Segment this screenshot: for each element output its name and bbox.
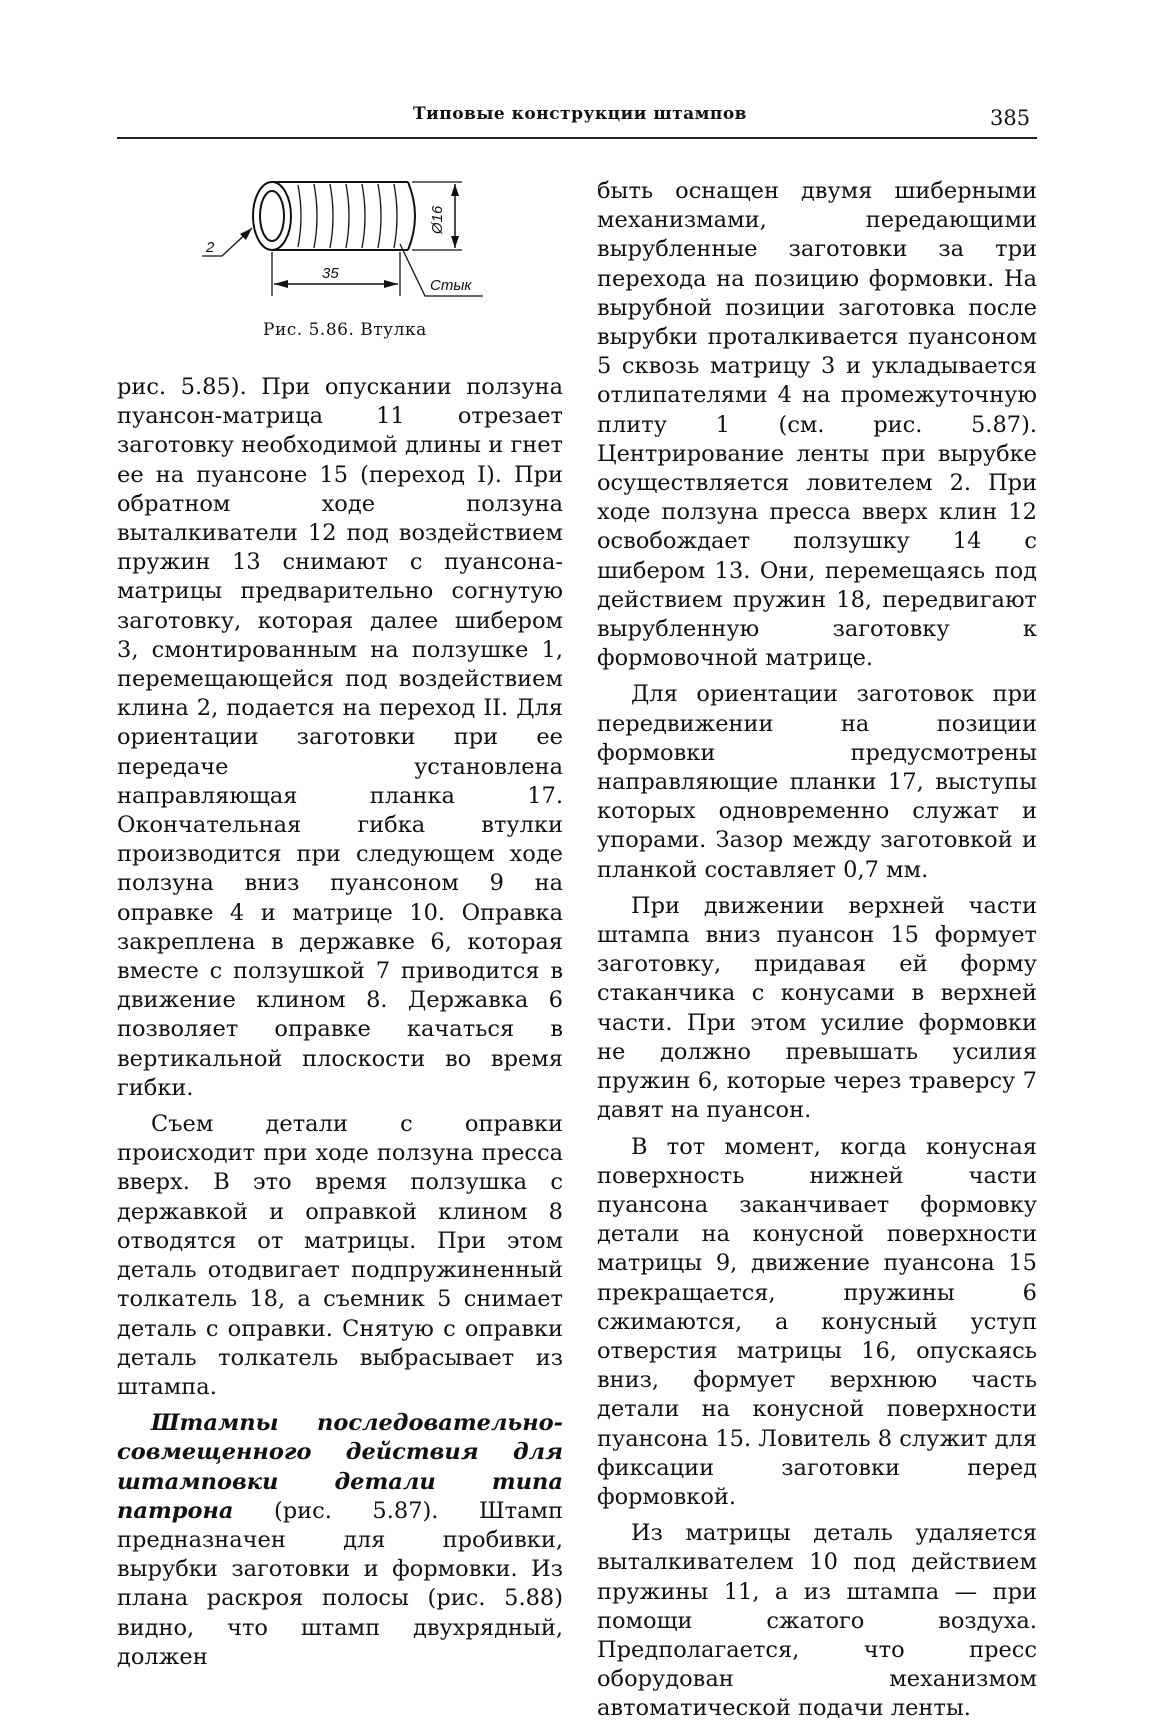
paragraph: В тот момент, когда конусная поверхность нижней части пуансона заканчивает формовку детали на конусной поверхности матрицы 9, движение пуансона 15 прекращается, пружины 6 сжимаются, а конусный уступ отверстия матрицы 16, опускаясь вниз, формует верхнюю часть детали на конусной поверхности пуансона 15. Ловитель 8 служит для фиксации заготовки перед формовкой.: [597, 1133, 1037, 1510]
page-number: 385: [990, 106, 1031, 130]
header-title: Типовые конструкции штампов: [413, 104, 747, 124]
paragraph: быть оснащен двумя шиберными механизмами, передающими вырубленные заготовки за три перехода на позицию формовки. На вырубной позиции заготовка после вырубки проталкивается пуансоном 5 сквозь матрицу 3 и укладывается отлипателями 4 на промежуточную плиту 1 (см. рис. 5.87). Центрирование ленты при вырубке осуществляется ловителем 2. При ходе ползуна пресса вверх клин 12 освобождает ползушку 14 с шибером 13. Они, перемещаясь под действием пружин 18, передвигают вырубленную заготовку к формовочной матрице.: [597, 178, 1037, 672]
bushing-figure: [200, 172, 490, 302]
paragraph: [117, 1409, 563, 1672]
cylinder-front-outer: [253, 182, 291, 250]
paragraph: рис. 5.85). При опускании ползуна пуансон-матрица 11 отрезает заготовку необходимой длины и гнет ее на пуансоне 15 (переход I). При обратном ходе ползуна выталкиватели 12 под воздействием пружин 13 снимают с пуансона-матрицы предварительно согнутую заготовку, которая далее шибером 3, смонтированным на ползушке 1, перемещающейся под воздействием клина 2, подается на переход II. Для ориентации заготовки при ее передаче установлена направляющая планка 17. Окончательная гибка втулки производится при следующем ходе ползуна вниз пуансоном 9 на оправке 4 и матрице 10. Оправка закреплена в державке 6, которая вместе с ползушкой 7 приводится в движение клином 8. Державка 6 позволяет оправке качаться в вертикальной плоскости во время гибки.: [117, 374, 563, 1101]
joint-label: Стык: [430, 277, 472, 294]
paragraph: Съем детали с оправки происходит при ходе ползуна пресса вверх. В это время ползушка с державкой и оправкой клином 8 отводятся от матрицы. При этом деталь отодвигает подпружиненный толкатель 18, а съемник 5 снимает деталь с оправки. Снятую с оправки деталь толкатель выбрасывает из штампа.: [117, 1111, 563, 1400]
cylinder-front-inner: [260, 191, 284, 241]
paragraph-text: (рис. 5.87). Штамп предназначен для пробивки, вырубки заготовки и формовки. Из плана раскроя полосы (рис. 5.88) видно, что штамп двухрядный, должен: [117, 1497, 563, 1670]
diameter-label: Ø16: [429, 205, 446, 234]
paragraph: Для ориентации заготовок при передвижении на позиции формовки предусмотрены направляющие планки 17, выступы которых одновременно служат и упорами. Зазор между заготовкой и планкой составляет 0,7 мм.: [597, 681, 1037, 883]
length-label: 35: [322, 265, 339, 282]
paragraph: При движении верхней части штампа вниз пуансон 15 формует заготовку, придавая ей форму стаканчика с конусами в верхней части. При этом усилие формовки не должно превышать усилия пружин 6, которые через траверсу 7 давят на пуансон.: [597, 892, 1037, 1124]
left-column: [117, 373, 563, 1672]
callout-label: 2: [206, 239, 215, 256]
header-rule: [117, 137, 1037, 139]
surface-hatching: [298, 184, 397, 248]
cylinder-right-end: [408, 182, 415, 250]
paragraph-lead: Штампы последовательно-совмещенного действия для штамповки детали типа патрона: [117, 1410, 563, 1524]
right-column: [597, 177, 1037, 1724]
figure-caption: Рис. 5.86. Втулка: [263, 320, 427, 340]
paragraph: Из матрицы деталь удаляется выталкивателем 10 под действием пружины 11, а из штампа — при помощи сжатого воздуха. Предполагается, что пресс оборудован механизмом автоматической подачи ленты.: [597, 1520, 1037, 1722]
